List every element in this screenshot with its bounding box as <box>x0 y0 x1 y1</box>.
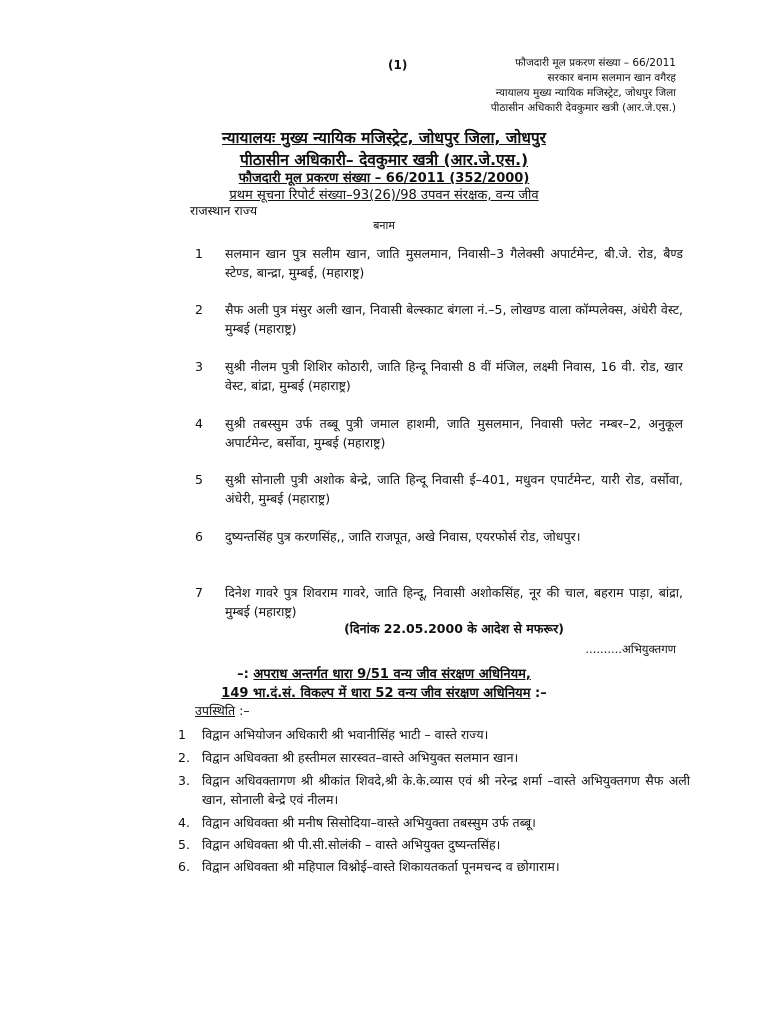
absconding-order-note: (दिनांक 22.05.2000 के आदेश से मफरूर) <box>344 621 564 636</box>
offence-section-2: 149 भा.दं.सं. विकल्प में धारा 52 वन्य जीव संरक्षण अधिनियम <box>221 686 531 701</box>
page-number: (1) <box>388 58 408 72</box>
offence-line-2 <box>0 683 768 701</box>
header-parties-line: सरकार बनाम सलमान खान वगैरह <box>547 72 676 84</box>
attendee-item <box>178 813 690 833</box>
header-case-line: फौजदारी मूल प्रकरण संख्या – 66/2011 <box>515 57 676 69</box>
attendee-number: 6. <box>178 859 190 874</box>
party-details: सैफ अली पुत्र मंसुर अली खान, निवासी बेल्स्काट बंगला नं.–5, लोखण्ड वाला कॉम्पलेक्स, अंधेरी वेस्ट, मुम्बई (महाराष्ट्र) <box>225 302 683 336</box>
attendee-item <box>178 857 690 897</box>
presence-heading <box>195 702 250 719</box>
attendee-number: 2. <box>178 750 190 765</box>
attendee-text: विद्वान अधिवक्ता श्री पी.सी.सोलंकी – वास्ते अभियुक्त दुष्यन्तसिंह। <box>202 837 501 852</box>
presence-suffix: :– <box>239 703 250 718</box>
header-officer-line: पीठासीन अधिकारी देवकुमार खत्री (आर.जे.एस.) <box>490 102 676 114</box>
attendee-item <box>178 725 690 745</box>
party-number: 4 <box>195 416 203 431</box>
offence-section-1: अपराध अन्तर्गत धारा 9/51 वन्य जीव संरक्षण अधिनियम, <box>253 667 531 682</box>
versus-label: बनाम <box>373 219 395 232</box>
fir-line: प्रथम सूचना रिपोर्ट संख्या–93(26)/98 उपवन संरक्षक, वन्य जीव <box>229 188 539 203</box>
party-number: 3 <box>195 359 203 374</box>
accused-party <box>195 414 685 454</box>
offence-suffix: :– <box>535 686 547 701</box>
offence-line-1 <box>0 664 768 682</box>
accused-party <box>195 583 685 623</box>
accused-party <box>195 527 685 567</box>
party-details: सुश्री तबस्सुम उर्फ तब्बू पुत्री जमाल हाशमी, जाति मुसलमान, निवासी फ्लेट नम्बर–2, अनुकूल अपार्टमेन्ट, बर्सोवा, मुम्बई (महाराष्ट्र) <box>225 416 683 450</box>
attendee-text: विद्वान अभियोजन अधिकारी श्री भवानीसिंह भाटी – वास्ते राज्य। <box>202 727 489 742</box>
attendee-number: 3. <box>178 773 190 788</box>
presiding-officer: पीठासीन अधिकारी– देवकुमार खत्री (आर.जे.एस.) <box>239 151 529 169</box>
party-number: 1 <box>195 246 203 261</box>
header-court-line: न्यायालय मुख्य न्यायिक मजिस्ट्रेट, जोधपुर जिला <box>495 87 676 99</box>
court-title: न्यायालयः मुख्य न्यायिक मजिस्ट्रेट, जोधपुर जिला, जोधपुर <box>221 129 547 147</box>
offence-prefix: –: <box>237 667 249 682</box>
party-number: 6 <box>195 529 203 544</box>
accused-party <box>195 470 685 510</box>
attendee-text: विद्वान अधिवक्ता श्री महिपाल विश्नोई–वास्ते शिकायतकर्ता पूनमचन्द व छोगाराम। <box>202 859 560 874</box>
accused-party <box>195 300 685 340</box>
party-number: 2 <box>195 302 203 317</box>
case-number: फौजदारी मूल प्रकरण संख्या – 66/2011 (352/2000) <box>238 171 530 186</box>
attendee-item <box>178 771 690 811</box>
attendee-item <box>178 835 690 855</box>
attendee-item <box>178 748 690 768</box>
accused-label: ..........अभियुक्तगण <box>585 642 676 656</box>
accused-party <box>195 357 685 397</box>
attendee-text: विद्वान अधिवक्ता श्री मनीष सिसोदिया–वास्ते अभियुक्ता तबस्सुम उर्फ तब्बू। <box>202 815 536 830</box>
party-details: सुश्री नीलम पुत्री शिशिर कोठारी, जाति हिन्दू निवासी 8 वीं मंजिल, लक्ष्मी निवास, 16 वी. रोड, खार वेस्ट, बांद्रा, मुम्बई (महाराष्ट्र) <box>225 359 683 393</box>
attendee-text: विद्वान अधिवक्ता श्री हस्तीमल सारस्वत–वास्ते अभियुक्त सलमान खान। <box>202 750 519 765</box>
party-details: सलमान खान पुत्र सलीम खान, जाति मुसलमान, निवासी–3 गैलेक्सी अपार्टमेन्ट, बी.जे. रोड, बैण्ड स्टेण्ड, बान्द्रा, मुम्बई, (महाराष्ट्र) <box>225 246 683 280</box>
complainant-state: राजस्थान राज्य <box>190 203 258 218</box>
presence-label: उपस्थिति <box>195 703 236 718</box>
party-details: दिनेश गावरे पुत्र शिवराम गावरे, जाति हिन्दू, निवासी अशोकसिंह, नूर की चाल, बहराम पाड़ा, बांद्रा, मुम्बई (महाराष्ट्र) <box>225 585 683 619</box>
party-details: दुष्यन्तसिंह पुत्र करणसिंह,, जाति राजपूत, अखे निवास, एयरफोर्स रोड, जोधपुर। <box>225 529 581 544</box>
accused-party <box>195 244 685 284</box>
attendee-text: विद्वान अधिवक्तागण श्री श्रीकांत शिवदे,श्री के.के.व्यास एवं श्री नरेन्द्र शर्मा –वास्ते अभियुक्तगण सैफ अली खान, सोनाली बेन्द्रे एवं नीलम। <box>202 773 690 807</box>
party-number: 7 <box>195 585 203 600</box>
party-details: सुश्री सोनाली पुत्री अशोक बेन्द्रे, जाति हिन्दू निवासी ई–401, मधुवन एपार्टमेन्ट, यारी रोड, वर्सोवा, अंधेरी, मुम्बई (महाराष्ट्र) <box>225 472 683 506</box>
attendee-number: 4. <box>178 815 190 830</box>
party-number: 5 <box>195 472 203 487</box>
attendee-number: 5. <box>178 837 190 852</box>
attendee-number: 1 <box>178 727 186 742</box>
